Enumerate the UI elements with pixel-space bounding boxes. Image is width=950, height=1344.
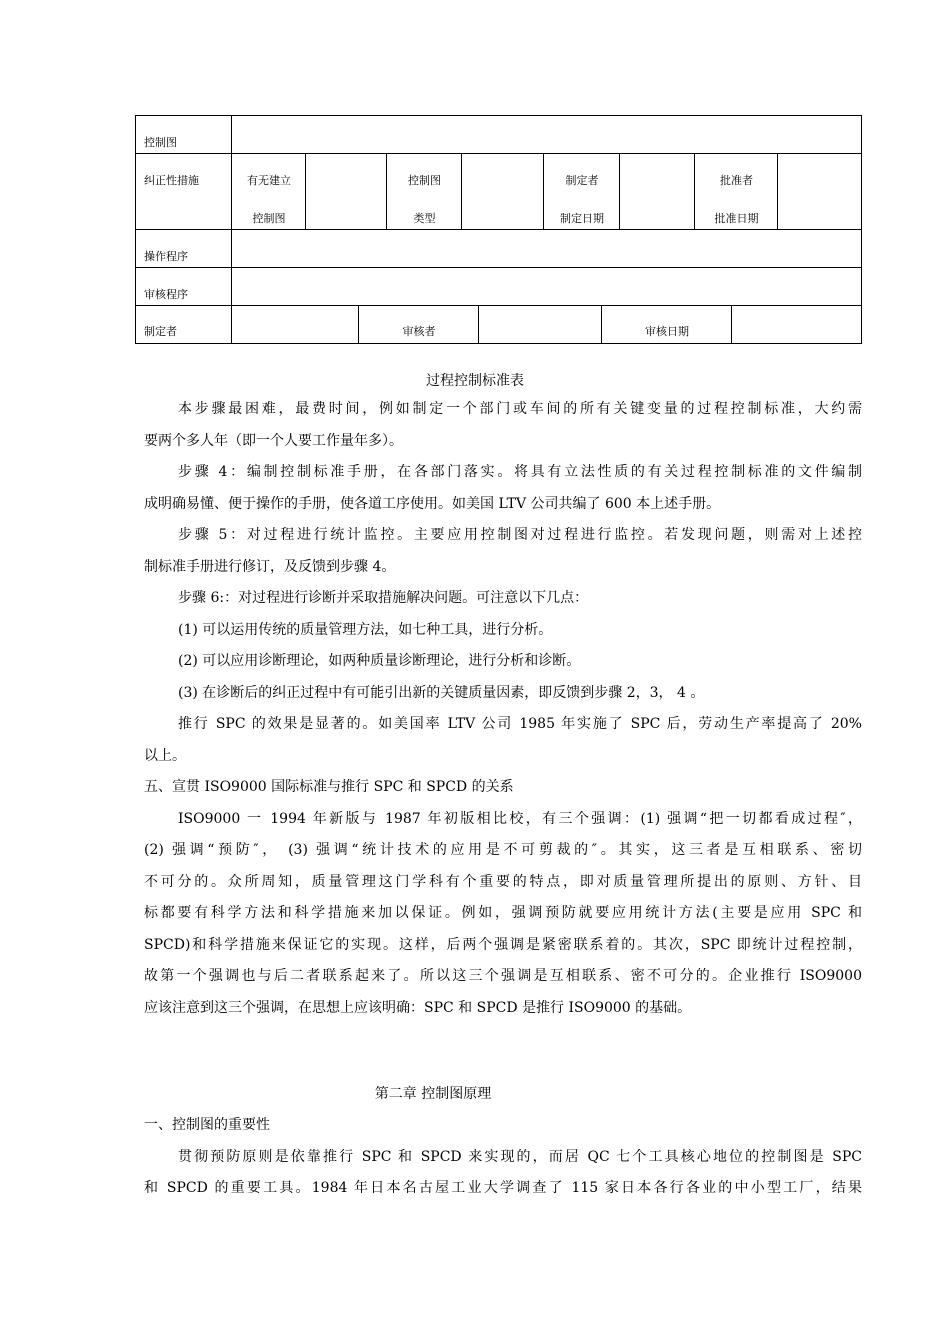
row-label-operating-procedure: 操作程序: [144, 250, 188, 263]
label-reviewer: 审核者: [402, 325, 436, 338]
paragraph-line: 故第一个强调也与后二者联系起来了。所以这三个强调是互相联系、密不可分的。企业推行 ISO9000: [144, 968, 862, 984]
paragraph-line: 成明确易懂、便于操作的手册，使各道工序使用。如美国 LTV 公司共编了 600 本上述手册。: [144, 495, 721, 512]
table-cell-empty: [231, 306, 358, 343]
row-label-corrective-action: 纠正性措施: [144, 174, 199, 187]
table-cell-empty: [777, 154, 861, 229]
cell-text: 制定者: [565, 174, 599, 187]
list-item: (3) 在诊断后的纠正过程中有可能引出新的关键质量因素，即反馈到步骤 2，3， 4 。: [178, 684, 705, 701]
table-cell: [386, 154, 461, 229]
paragraph-line: 不可分的。众所周知，质量管理这门学科有个重要的特点，即对质量管理所提出的原则、方针、目: [144, 873, 862, 890]
table-cell-empty: [305, 154, 386, 229]
table-cell-empty: [461, 154, 543, 229]
paragraph-line: ISO9000 一 1994 年新版与 1987 年初版相比校，有三个强调：(1) 强调“把一切都看成过程″，: [178, 810, 862, 827]
table-row: [136, 154, 861, 230]
table-cell-empty: [231, 268, 861, 305]
table-cell-empty: [231, 116, 861, 153]
paragraph-line: 和 SPCD 的重要工具。1984 年日本名古屋工业大学调查了 115 家日本各行各业的中小型工厂，结果: [144, 1180, 862, 1196]
table-cell-empty: [731, 306, 861, 343]
paragraph-line: 步骤 5：对过程进行统计监控。主要应用控制图对过程进行监控。若发现问题，则需对上述控: [178, 527, 862, 543]
table-cell: [358, 306, 478, 343]
table-row: [136, 268, 861, 306]
table-cell: [231, 154, 305, 229]
table-cell: [136, 116, 231, 153]
paragraph-line: 要两个多人年（即一个人要工作量年多）。: [144, 432, 403, 449]
list-item: (1) 可以运用传统的质量管理方法，如七种工具，进行分析。: [178, 621, 553, 638]
table-cell: [136, 154, 231, 229]
table-cell: [601, 306, 731, 343]
body-text-block: [144, 394, 862, 1024]
table-cell-empty: [231, 230, 861, 267]
table-cell: [136, 230, 231, 267]
table-cell: [694, 154, 777, 229]
paragraph-line: 本步骤最困难，最费时间，例如制定一个部门或车间的所有关键变量的过程控制标准，大约需: [178, 401, 862, 417]
table-cell: [136, 306, 231, 343]
table-cell-empty: [619, 154, 694, 229]
paragraph-line: (2) 强调“预防″， (3) 强调“统计技术的应用是不可剪裁的″。其实，这三者是互相联系、密切: [144, 842, 862, 858]
table-row: [136, 306, 861, 343]
cell-text: 制定日期: [560, 212, 604, 225]
table-cell: [543, 154, 619, 229]
cell-text: 控制图: [408, 174, 441, 187]
process-control-table: [135, 115, 862, 344]
paragraph-line: 制标准手册进行修订，及反馈到步骤 4。: [144, 558, 396, 575]
paragraph-line: 步骤 4：编制控制标准手册，在各部门落实。将具有立法性质的有关过程控制标准的文件编制: [178, 464, 862, 480]
body-text-block: [144, 1110, 862, 1205]
table-cell: [136, 268, 231, 305]
label-review-date: 审核日期: [645, 325, 689, 338]
chapter-title: 第二章 控制图原理: [374, 1086, 492, 1102]
row-label-author: 制定者: [144, 325, 177, 338]
paragraph-line: 推行 SPC 的效果是显著的。如美国率 LTV 公司 1985 年实施了 SPC 后，劳动生产率提高了 20%: [178, 716, 862, 732]
section-heading-5: 五、宣贯 ISO9000 国际标准与推行 SPC 和 SPCD 的关系: [144, 779, 514, 795]
paragraph-line: 以上。: [144, 747, 186, 764]
table-cell-empty: [478, 306, 601, 343]
paragraph-line: 应该注意到这三个强调，在思想上应该明确：SPC 和 SPCD 是推行 ISO9000 的基础。: [144, 999, 692, 1016]
row-label-audit-procedure: 审核程序: [144, 288, 188, 301]
paragraph-line: SPCD)和科学措施来保证它的实现。这样，后两个强调是紧密联系着的。其次，SPC 即统计过程控制，: [144, 936, 862, 953]
table-row: [136, 230, 861, 268]
paragraph-line: 标都要有科学方法和科学措施来加以保证。例如，强调预防就要应用统计方法(主要是应用 SPC 和: [144, 905, 862, 921]
cell-text: 控制图: [252, 212, 286, 225]
section-heading-1: 一、控制图的重要性: [144, 1117, 270, 1133]
table-caption: 过程控制标准表: [426, 373, 524, 389]
cell-text: 批准日期: [714, 212, 759, 225]
cell-text: 批准者: [720, 174, 753, 187]
paragraph-line: 贯彻预防原则是依靠推行 SPC 和 SPCD 来实现的，而居 QC 七个工具核心地位的控制图是 SPC: [178, 1148, 862, 1165]
paragraph-line: 步骤 6:：对过程进行诊断并采取措施解决问题。可注意以下几点：: [178, 590, 589, 606]
cell-text: 有无建立: [247, 174, 291, 187]
row-label-control-chart: 控制图: [144, 136, 177, 149]
list-item: (2) 可以应用诊断理论，如两种质量诊断理论，进行分析和诊断。: [178, 653, 581, 669]
cell-text: 类型: [413, 212, 436, 225]
table-row: [136, 116, 861, 154]
